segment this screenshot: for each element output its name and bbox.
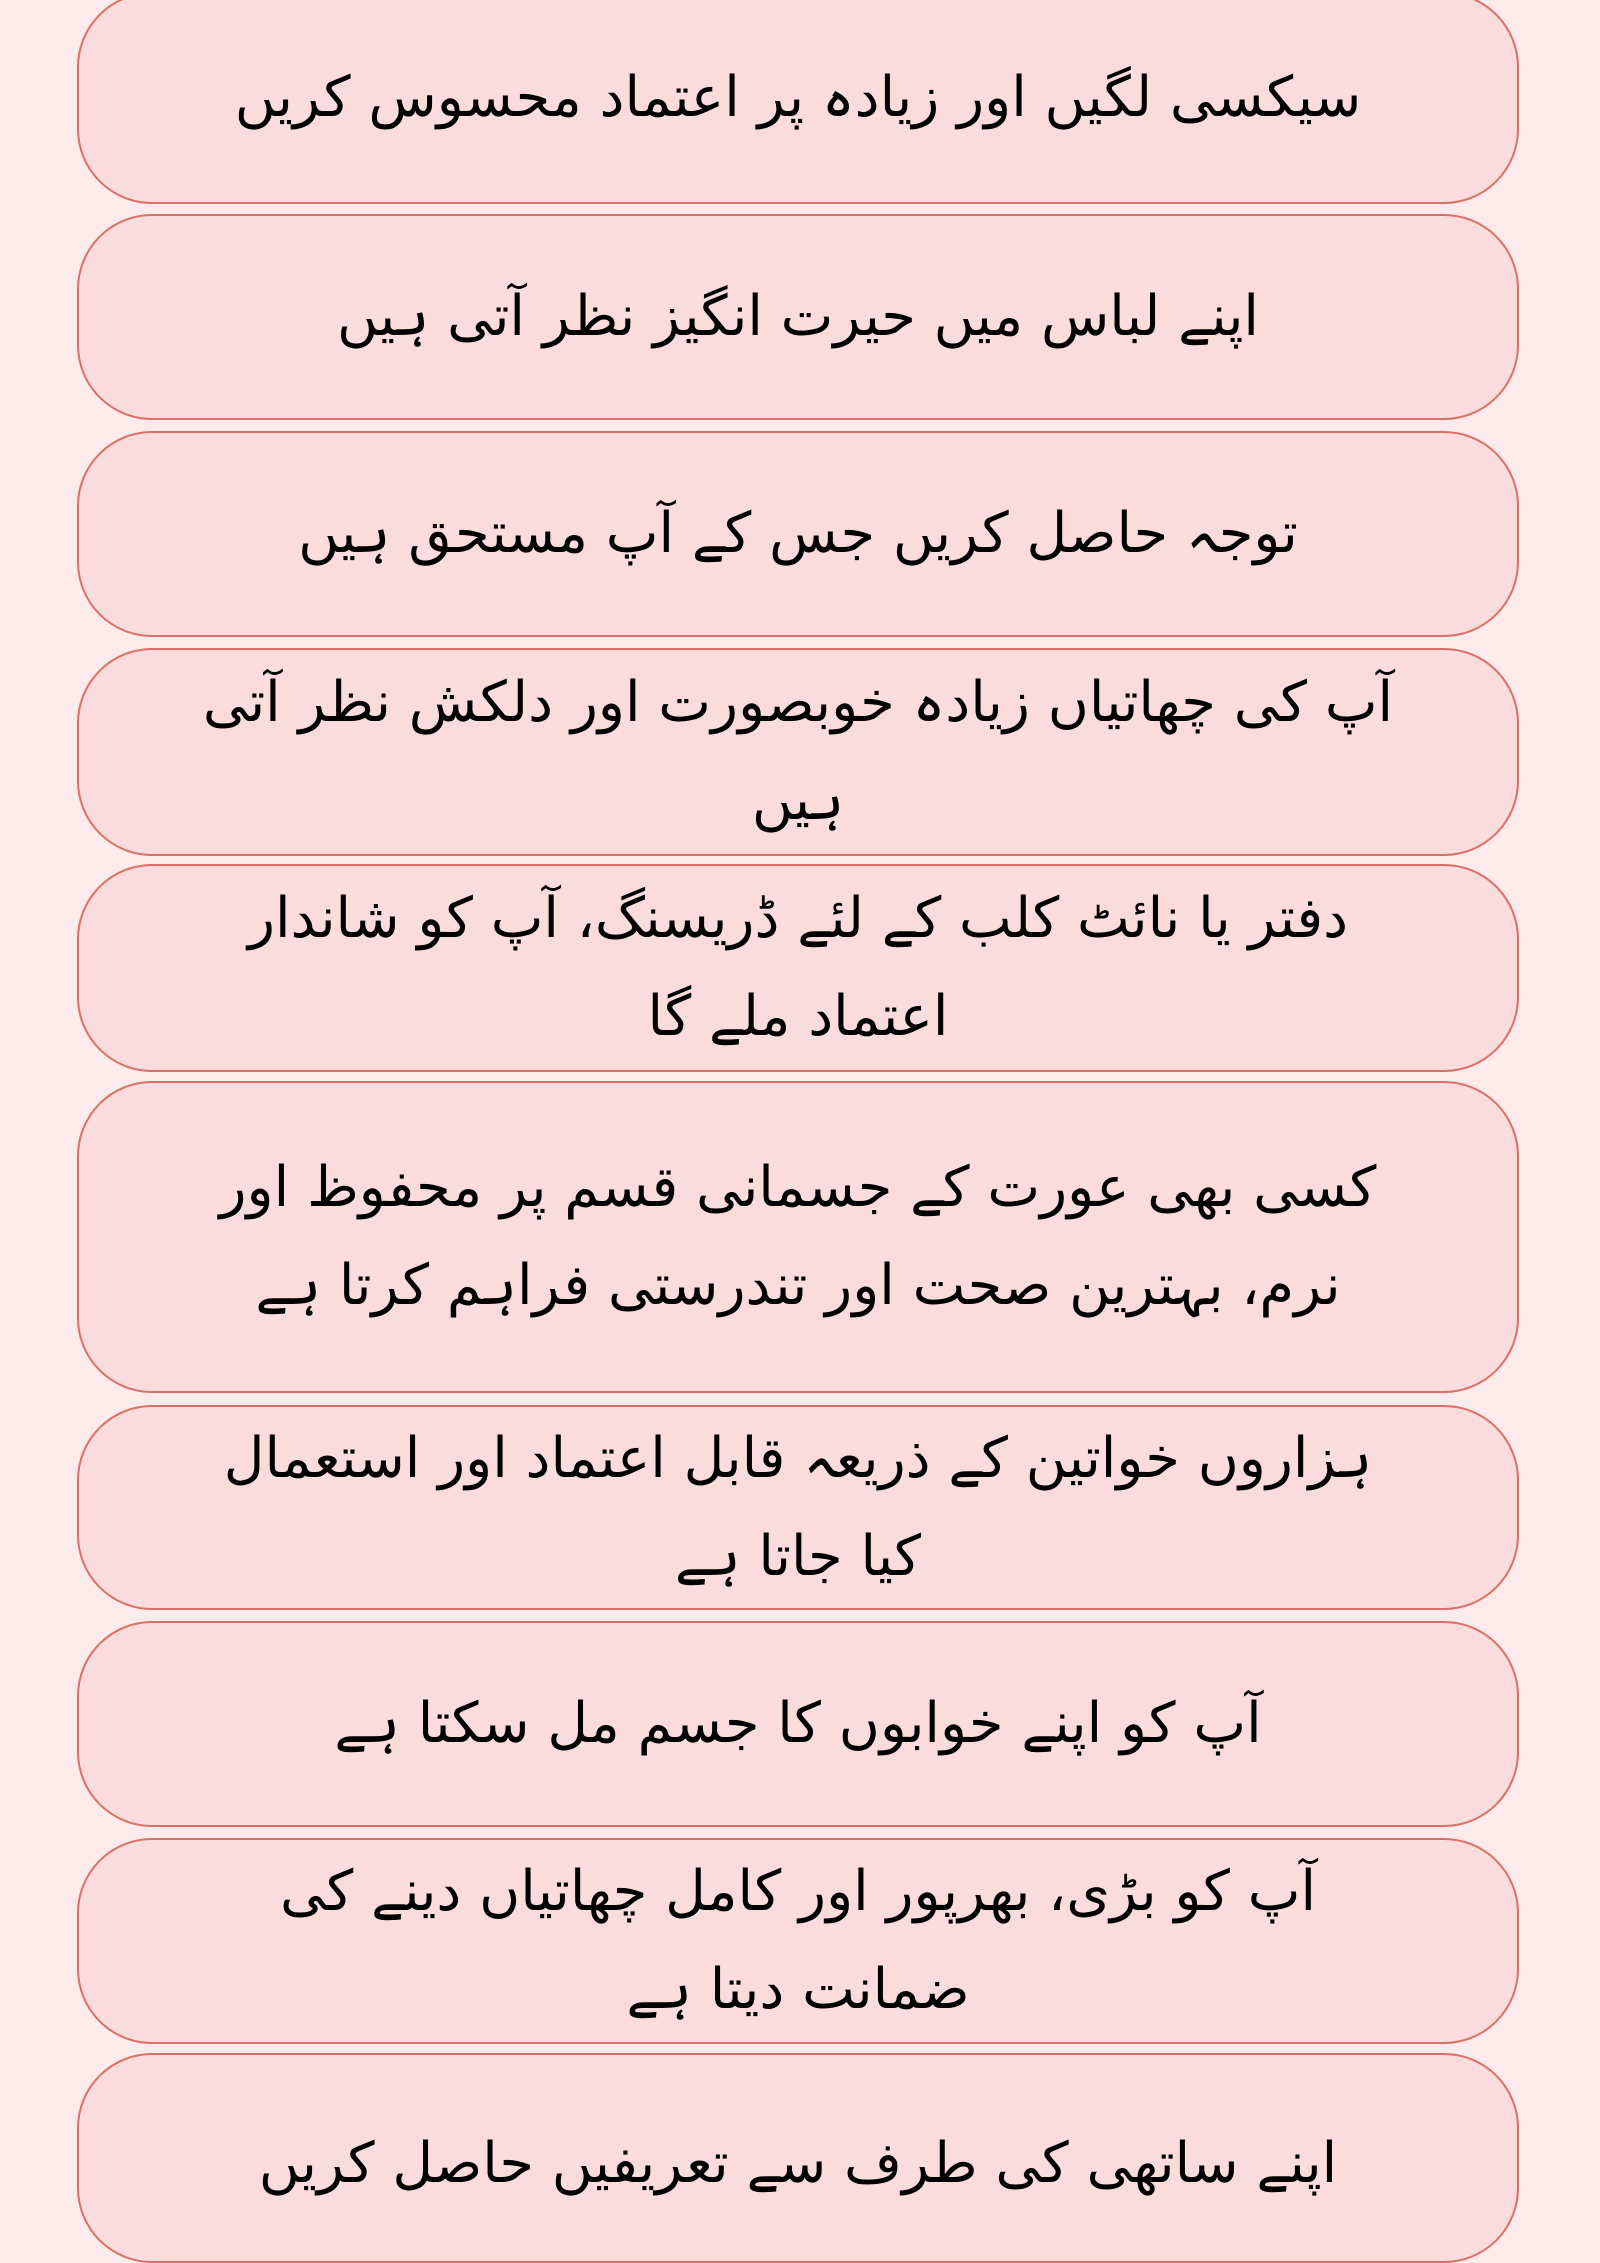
- benefit-text: آپ کو بڑی، بھرپور اور کامل چھاتیاں دینے کی ضمانت دیتا ہے: [279, 1859, 1317, 2022]
- benefit-text: توجہ حاصل کریں جس کے آپ مستحق ہیں: [298, 501, 1298, 566]
- benefit-text: اپنے لباس میں حیرت انگیز نظر آتی ہیں: [337, 284, 1259, 349]
- benefit-card: [77, 0, 1519, 204]
- benefit-text: آپ کو اپنے خوابوں کا جسم مل سکتا ہے: [334, 1691, 1262, 1756]
- benefit-card: [77, 1621, 1519, 1827]
- benefit-card: [77, 2053, 1519, 2263]
- benefit-card: [77, 1838, 1519, 2044]
- benefit-card: [77, 864, 1519, 1072]
- benefit-text: ہزاروں خواتین کے ذریعہ قابل اعتماد اور استعمال کیا جاتا ہے: [223, 1425, 1373, 1589]
- benefit-card: [77, 431, 1519, 637]
- benefit-text: سیکسی لگیں اور زیادہ پر اعتماد محسوس کریں: [234, 65, 1362, 130]
- benefit-text: دفتر یا نائٹ کلب کے لئے ڈریسنگ، آپ کو شاندار اعتماد ملے گا: [247, 886, 1349, 1049]
- benefit-card: [77, 1081, 1519, 1393]
- benefit-card: [77, 214, 1519, 420]
- benefit-card: [77, 648, 1519, 856]
- benefit-text: اپنے ساتھی کی طرف سے تعریفیں حاصل کریں: [258, 2131, 1338, 2196]
- benefit-text: آپ کی چھاتیاں زیادہ خوبصورت اور دلکش نظر آتی ہیں: [202, 670, 1394, 833]
- benefit-text: کسی بھی عورت کے جسمانی قسم پر محفوظ اور نرم، بہترین صحت اور تندرستی فراہم کرتا ہے: [219, 1155, 1377, 1318]
- benefit-card: [77, 1405, 1519, 1610]
